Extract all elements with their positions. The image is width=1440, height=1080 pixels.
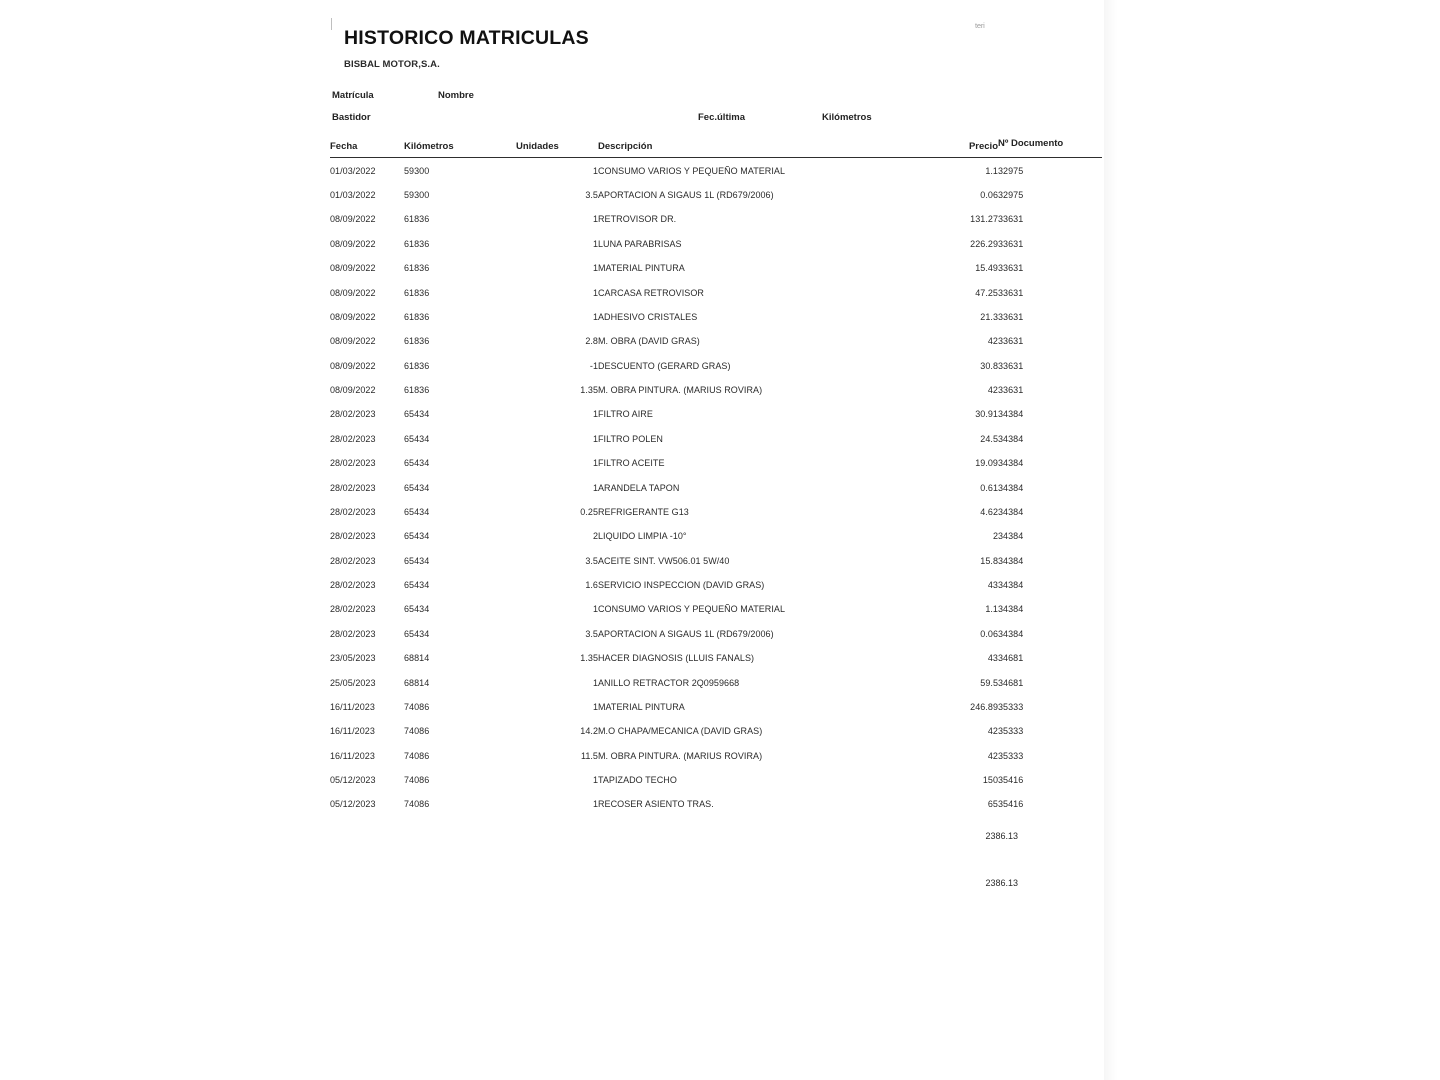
cell-descripcion: ARANDELA TAPON <box>598 482 680 493</box>
cell-fecha: 28/02/2023 <box>330 433 376 444</box>
cell-unidades: 1 <box>592 238 598 249</box>
cell-unidades: 1 <box>592 458 598 469</box>
table-row <box>330 646 1102 670</box>
cell-kilometros: 74086 <box>404 750 430 761</box>
cell-kilometros: 65434 <box>404 433 430 444</box>
cell-fecha: 28/02/2023 <box>330 458 376 469</box>
column-header-kilometros: Kilómetros <box>404 141 454 153</box>
cell-documento: 34384 <box>998 482 1024 493</box>
cell-kilometros: 61836 <box>404 360 430 371</box>
cell-precio: 43 <box>987 580 998 590</box>
cell-fecha: 05/12/2023 <box>330 799 376 810</box>
cell-descripcion: ACEITE SINT. VW506.01 5W/40 <box>598 555 730 566</box>
cell-fecha: 01/03/2022 <box>330 190 376 200</box>
cell-unidades: 1 <box>592 409 598 420</box>
cell-descripcion: HACER DIAGNOSIS (LLUIS FANALS) <box>598 653 755 664</box>
cell-unidades: 1.6 <box>585 580 598 590</box>
label-matricula: Matrícula <box>332 90 374 102</box>
label-kilometros: Kilómetros <box>822 112 872 124</box>
cell-descripcion: ANILLO RETRACTOR 2Q0959668 <box>598 677 740 688</box>
cell-fecha: 08/09/2022 <box>330 214 376 225</box>
cell-precio: 15.8 <box>980 555 998 566</box>
cell-documento: 35416 <box>998 799 1024 810</box>
cell-documento: 34384 <box>998 604 1024 615</box>
cell-documento: 33631 <box>998 263 1024 274</box>
cell-precio: 21.3 <box>980 311 998 322</box>
cell-kilometros: 59300 <box>404 190 430 200</box>
grand-total-value: 2386.13 <box>985 877 1018 888</box>
cell-precio: 1.1 <box>985 604 998 615</box>
cell-precio: 4.62 <box>980 506 998 517</box>
cell-fecha: 28/02/2023 <box>330 531 376 542</box>
table-row <box>330 548 1102 572</box>
company-name: BISBAL MOTOR,S.A. <box>344 59 440 71</box>
cell-descripcion: FILTRO AIRE <box>598 409 653 420</box>
cell-unidades: 1.35 <box>580 385 598 395</box>
cell-descripcion: FILTRO POLEN <box>598 433 663 444</box>
label-nombre: Nombre <box>438 90 474 102</box>
document-content <box>330 14 1110 888</box>
column-header-documento-text: Nº Documento <box>998 138 1064 150</box>
cell-kilometros: 65434 <box>404 458 430 469</box>
cell-fecha: 01/03/2022 <box>330 165 376 176</box>
column-header-documento <box>998 138 1102 158</box>
cell-precio: 150 <box>982 775 998 785</box>
cell-precio: 47.25 <box>975 287 998 298</box>
cell-documento: 33631 <box>998 336 1024 347</box>
cell-precio: 15.49 <box>975 263 998 274</box>
cell-kilometros: 65434 <box>404 482 430 493</box>
cell-precio: 19.09 <box>975 458 998 469</box>
cell-precio: 246.89 <box>970 701 998 712</box>
cell-kilometros: 74086 <box>404 726 430 737</box>
cell-descripcion: RECOSER ASIENTO TRAS. <box>598 799 714 810</box>
table-row <box>330 475 1102 499</box>
table-row <box>330 524 1102 548</box>
cell-descripcion: REFRIGERANTE G13 <box>598 506 689 517</box>
table-row <box>330 597 1102 621</box>
cell-unidades: 0.25 <box>580 506 598 517</box>
cell-kilometros: 59300 <box>404 165 430 176</box>
table-row <box>330 451 1102 475</box>
totals-spacer <box>330 841 1102 878</box>
cell-descripcion: CONSUMO VARIOS Y PEQUEÑO MATERIAL <box>598 604 786 615</box>
cell-documento: 34384 <box>998 433 1024 444</box>
cell-unidades: 1 <box>592 287 598 298</box>
cell-fecha: 28/02/2023 <box>330 482 376 493</box>
table-row <box>330 573 1102 597</box>
table-row <box>330 329 1102 353</box>
cell-documento: 34384 <box>998 409 1024 420</box>
cell-precio: 42 <box>987 385 998 395</box>
cell-kilometros: 61836 <box>404 238 430 249</box>
cell-kilometros: 74086 <box>404 799 430 810</box>
table-row <box>330 378 1102 402</box>
cell-kilometros: 74086 <box>404 701 430 712</box>
cell-fecha: 08/09/2022 <box>330 238 376 249</box>
table-row <box>330 183 1102 207</box>
cell-precio: 30.91 <box>975 409 998 420</box>
cell-precio: 42 <box>987 726 998 737</box>
cell-kilometros: 61836 <box>404 263 430 274</box>
cell-kilometros: 61836 <box>404 311 430 322</box>
cell-documento: 33631 <box>998 287 1024 298</box>
table-row <box>330 280 1102 304</box>
cell-fecha: 28/02/2023 <box>330 506 376 517</box>
table-row <box>330 500 1102 524</box>
cell-descripcion: APORTACION A SIGAUS 1L (RD679/2006) <box>598 190 774 200</box>
cell-fecha: 28/02/2023 <box>330 604 376 615</box>
cell-unidades: 2.8 <box>585 336 598 347</box>
cell-documento: 33631 <box>998 385 1024 395</box>
totals-block <box>330 831 1102 888</box>
table-row <box>330 792 1102 816</box>
cell-unidades: -1 <box>589 360 598 371</box>
cell-documento: 35333 <box>998 750 1024 761</box>
cell-fecha: 28/02/2023 <box>330 628 376 639</box>
cell-kilometros: 61836 <box>404 214 430 225</box>
cell-descripcion: TAPIZADO TECHO <box>598 775 677 785</box>
cell-precio: 30.8 <box>980 360 998 371</box>
cell-kilometros: 61836 <box>404 287 430 298</box>
cell-kilometros: 65434 <box>404 580 430 590</box>
cell-fecha: 23/05/2023 <box>330 653 376 664</box>
cell-unidades: 3.5 <box>585 555 598 566</box>
cell-precio: 0.61 <box>980 482 998 493</box>
cell-unidades: 11.5 <box>580 750 598 761</box>
cell-unidades: 1 <box>592 775 598 785</box>
table-row <box>330 743 1102 767</box>
cell-unidades: 1 <box>592 482 598 493</box>
cell-kilometros: 61836 <box>404 385 430 395</box>
cell-fecha: 05/12/2023 <box>330 775 376 785</box>
cell-fecha: 16/11/2023 <box>330 750 375 761</box>
table-row <box>330 232 1102 256</box>
cell-precio: 65 <box>987 799 998 810</box>
cell-descripcion: M.O CHAPA/MECANICA (DAVID GRAS) <box>598 726 763 737</box>
table-row <box>330 670 1102 694</box>
table-body <box>330 158 1102 817</box>
cell-documento: 35416 <box>998 775 1024 785</box>
cell-unidades: 1 <box>592 799 598 810</box>
table-row <box>330 622 1102 646</box>
cell-unidades: 1 <box>592 677 598 688</box>
label-fec-ultima: Fec.última <box>698 112 745 124</box>
cell-precio: 2 <box>992 531 998 542</box>
cell-precio: 42 <box>987 336 998 347</box>
cell-documento: 34384 <box>998 580 1024 590</box>
cell-fecha: 28/02/2023 <box>330 580 376 590</box>
cell-descripcion: MATERIAL PINTURA <box>598 701 685 712</box>
table-row <box>330 402 1102 426</box>
historico-table <box>330 138 1102 816</box>
cell-precio: 42 <box>987 750 998 761</box>
cell-kilometros: 65434 <box>404 555 430 566</box>
cell-precio: 1.1 <box>985 165 998 176</box>
cell-documento: 34384 <box>998 531 1024 542</box>
table-row <box>330 353 1102 377</box>
cell-precio: 226.29 <box>970 238 998 249</box>
cell-documento: 34384 <box>998 555 1024 566</box>
cell-kilometros: 65434 <box>404 506 430 517</box>
cell-descripcion: LIQUIDO LIMPIA -10° <box>598 531 687 542</box>
cell-fecha: 08/09/2022 <box>330 311 376 322</box>
cell-descripcion: MATERIAL PINTURA <box>598 263 685 274</box>
cell-fecha: 08/09/2022 <box>330 385 376 395</box>
label-bastidor: Bastidor <box>332 112 371 124</box>
cell-kilometros: 65434 <box>404 409 430 420</box>
column-header-fecha: Fecha <box>330 141 358 153</box>
table-header-row <box>330 138 1102 158</box>
meta-labels-block <box>330 90 1110 134</box>
cell-unidades: 1 <box>592 263 598 274</box>
cell-fecha: 28/02/2023 <box>330 409 376 420</box>
cell-documento: 32975 <box>998 190 1024 200</box>
cell-fecha: 16/11/2023 <box>330 701 375 712</box>
cell-descripcion: FILTRO ACEITE <box>598 458 665 469</box>
cell-fecha: 08/09/2022 <box>330 287 376 298</box>
cell-fecha: 16/11/2023 <box>330 726 375 737</box>
cell-precio: 59.5 <box>980 677 998 688</box>
cell-unidades: 1 <box>592 214 598 225</box>
cell-descripcion: M. OBRA PINTURA. (MARIUS ROVIRA) <box>598 750 763 761</box>
cell-precio: 131.27 <box>970 214 998 225</box>
corner-mark: teri <box>975 21 985 30</box>
cell-descripcion: RETROVISOR DR. <box>598 214 677 225</box>
cell-kilometros: 68814 <box>404 653 430 664</box>
cell-documento: 35333 <box>998 726 1024 737</box>
column-header-descripcion: Descripción <box>598 141 653 153</box>
table-row <box>330 305 1102 329</box>
cell-unidades: 2 <box>592 531 598 542</box>
cell-descripcion: M. OBRA PINTURA. (MARIUS ROVIRA) <box>598 385 763 395</box>
cell-unidades: 1 <box>592 311 598 322</box>
table-row <box>330 207 1102 231</box>
cell-kilometros: 65434 <box>404 531 430 542</box>
cell-precio: 24.5 <box>980 433 998 444</box>
cell-descripcion: SERVICIO INSPECCION (DAVID GRAS) <box>598 580 765 590</box>
cell-documento: 34384 <box>998 628 1024 639</box>
subtotal-value: 2386.13 <box>985 830 1018 841</box>
cell-descripcion: ADHESIVO CRISTALES <box>598 311 698 322</box>
cell-descripcion: M. OBRA (DAVID GRAS) <box>598 336 700 347</box>
cell-documento: 34681 <box>998 677 1024 688</box>
table-row <box>330 158 1102 183</box>
cell-descripcion: CONSUMO VARIOS Y PEQUEÑO MATERIAL <box>598 165 786 176</box>
cell-documento: 34681 <box>998 653 1024 664</box>
cell-fecha: 25/05/2023 <box>330 677 376 688</box>
cell-fecha: 08/09/2022 <box>330 360 376 371</box>
cell-fecha: 28/02/2023 <box>330 555 376 566</box>
cell-documento: 33631 <box>998 238 1024 249</box>
cell-kilometros: 74086 <box>404 775 430 785</box>
cell-fecha: 08/09/2022 <box>330 263 376 274</box>
page-title: HISTORICO MATRICULAS <box>344 27 589 49</box>
cell-documento: 33631 <box>998 214 1024 225</box>
cell-kilometros: 65434 <box>404 604 430 615</box>
cell-precio: 0.06 <box>980 628 998 639</box>
table-row <box>330 256 1102 280</box>
column-header-unidades: Unidades <box>516 141 559 153</box>
cell-unidades: 3.5 <box>585 190 598 200</box>
cell-unidades: 1 <box>592 604 598 615</box>
cell-documento: 34384 <box>998 458 1024 469</box>
cell-descripcion: LUNA PARABRISAS <box>598 238 682 249</box>
cell-documento: 34384 <box>998 506 1024 517</box>
table-row <box>330 427 1102 451</box>
cell-precio: 43 <box>987 653 998 664</box>
cell-fecha: 08/09/2022 <box>330 336 376 347</box>
cell-descripcion: APORTACION A SIGAUS 1L (RD679/2006) <box>598 628 774 639</box>
column-header-precio: Precio <box>968 141 998 153</box>
cell-kilometros: 65434 <box>404 628 430 639</box>
cell-unidades: 14.2 <box>580 726 598 737</box>
cell-unidades: 1.35 <box>580 653 598 664</box>
table-row <box>330 695 1102 719</box>
cell-precio: 0.06 <box>980 190 998 200</box>
cell-documento: 32975 <box>998 165 1024 176</box>
table-row <box>330 768 1102 792</box>
cell-kilometros: 68814 <box>404 677 430 688</box>
cell-documento: 35333 <box>998 701 1024 712</box>
cell-documento: 33631 <box>998 311 1024 322</box>
cell-documento: 33631 <box>998 360 1024 371</box>
cell-unidades: 1 <box>592 433 598 444</box>
cell-unidades: 3.5 <box>585 628 598 639</box>
cell-descripcion: CARCASA RETROVISOR <box>598 287 704 298</box>
table-row <box>330 719 1102 743</box>
cell-unidades: 1 <box>592 165 598 176</box>
cell-unidades: 1 <box>592 701 598 712</box>
cell-kilometros: 61836 <box>404 336 430 347</box>
cell-descripcion: DESCUENTO (GERARD GRAS) <box>598 360 731 371</box>
